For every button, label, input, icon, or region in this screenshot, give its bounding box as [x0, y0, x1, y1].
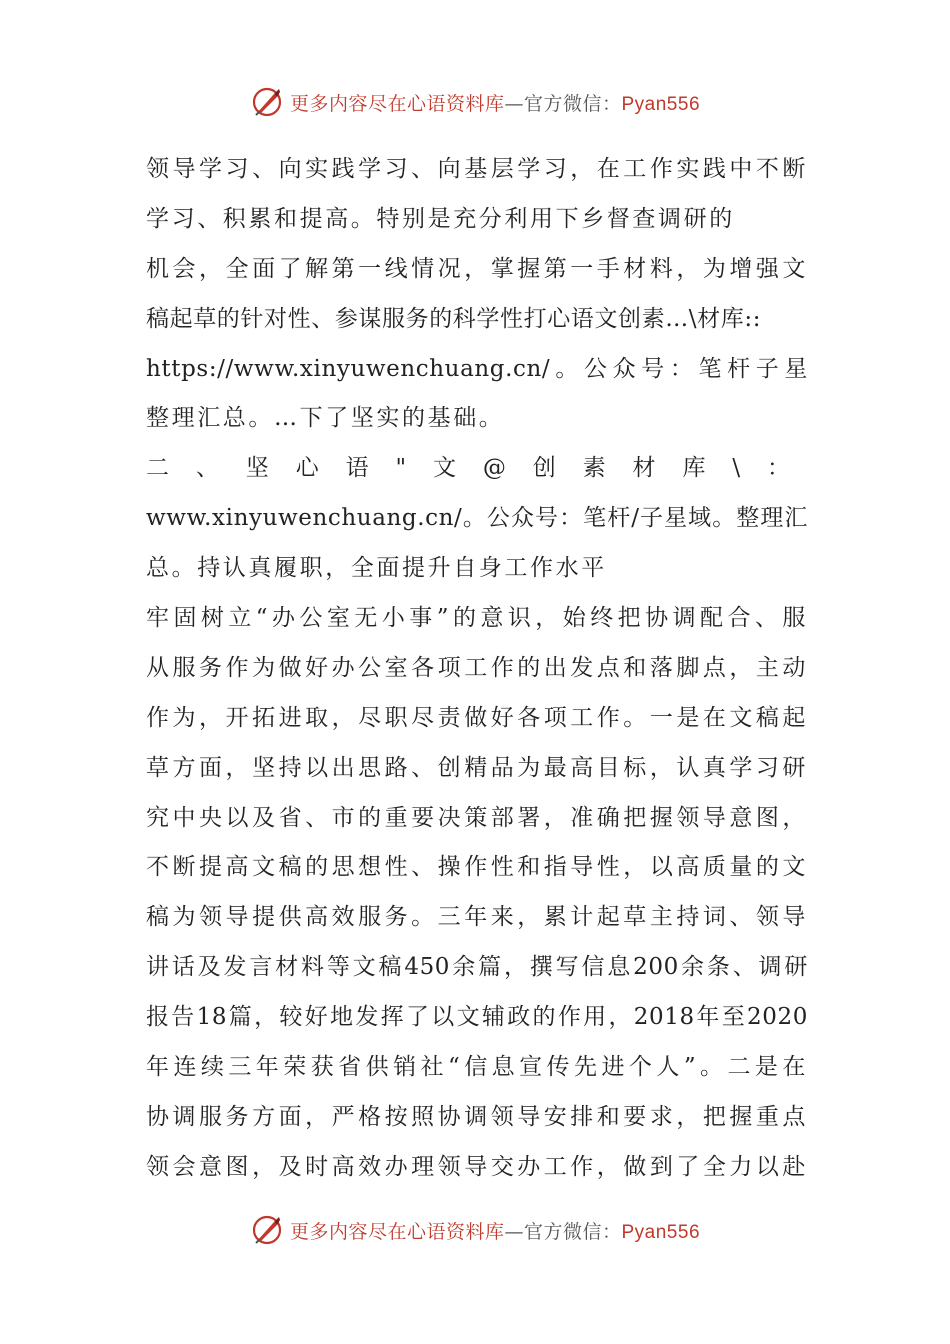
- body-line: www.xinyuwenchuang.cn/。公众号：笔杆/子星域。整理汇: [146, 505, 808, 532]
- header-banner-text: [290, 89, 700, 116]
- footer-banner: [0, 1210, 950, 1250]
- banner-site-name: 更多内容尽在心语资料库: [289, 1220, 505, 1243]
- body-line: 机会，全面了解第一线情况，掌握第一手材料，为增强文: [146, 255, 808, 282]
- document-body: [146, 145, 808, 1193]
- quill-logo-icon: [250, 1213, 284, 1247]
- banner-site-name: 更多内容尽在心语资料库: [289, 92, 505, 115]
- body-line: 讲话及发言材料等文稿450余篇，撰写信息200余条、调研: [146, 954, 808, 981]
- banner-wechat-label: —官方微信：: [504, 1220, 622, 1243]
- body-line: 作为，开拓进取，尽职尽责做好各项工作。一是在文稿起: [146, 704, 808, 731]
- body-line: 草方面，坚持以出思路、创精品为最高目标，认真学习研: [146, 754, 808, 781]
- body-line: 年连续三年荣获省供销社“信息宣传先进个人”。二是在: [146, 1054, 808, 1081]
- banner-wechat-label: —官方微信：: [504, 92, 622, 115]
- banner-wechat-id: Pyan556: [621, 93, 701, 115]
- body-line: 从服务作为做好办公室各项工作的出发点和落脚点，主动: [146, 654, 808, 681]
- banner-wechat-id: Pyan556: [621, 1221, 701, 1243]
- body-line: 稿为领导提供高效服务。三年来，累计起草主持词、领导: [146, 904, 808, 931]
- body-line: 领导学习、向实践学习、向基层学习，在工作实践中不断: [146, 156, 808, 182]
- body-line: 报告18篇，较好地发挥了以文辅政的作用，2018年至2020: [146, 1004, 808, 1031]
- footer-banner-text: [290, 1217, 700, 1244]
- body-line: 究中央以及省、市的重要决策部署，准确把握领导意图，: [146, 804, 808, 831]
- body-line: 二、坚心语"文@创素材库\：: [146, 455, 808, 482]
- body-line: 总。持认真履职，全面提升自身工作水平: [146, 555, 607, 582]
- body-line: 稿起草的针对性、参谋服务的科学性打心语文创素…\材库::: [146, 305, 762, 332]
- body-line: 牢固树立“办公室无小事”的意识，始终把协调配合、服: [146, 605, 808, 632]
- body-line: 不断提高文稿的思想性、操作性和指导性，以高质量的文: [146, 854, 808, 881]
- body-line: 整理汇总。…下了坚实的基础。: [146, 405, 505, 432]
- quill-logo-icon: [250, 85, 284, 119]
- body-line: 协调服务方面，严格按照协调领导安排和要求，把握重点: [146, 1103, 808, 1130]
- body-line: 领会意图，及时高效办理领导交办工作，做到了全力以赴: [146, 1153, 808, 1180]
- body-line: 学习、积累和提高。特别是充分利用下乡督查调研的: [146, 205, 735, 232]
- header-banner: [0, 82, 950, 122]
- body-line: https://www.xinyuwenchuang.cn/。公众号：笔杆子星: [146, 355, 808, 382]
